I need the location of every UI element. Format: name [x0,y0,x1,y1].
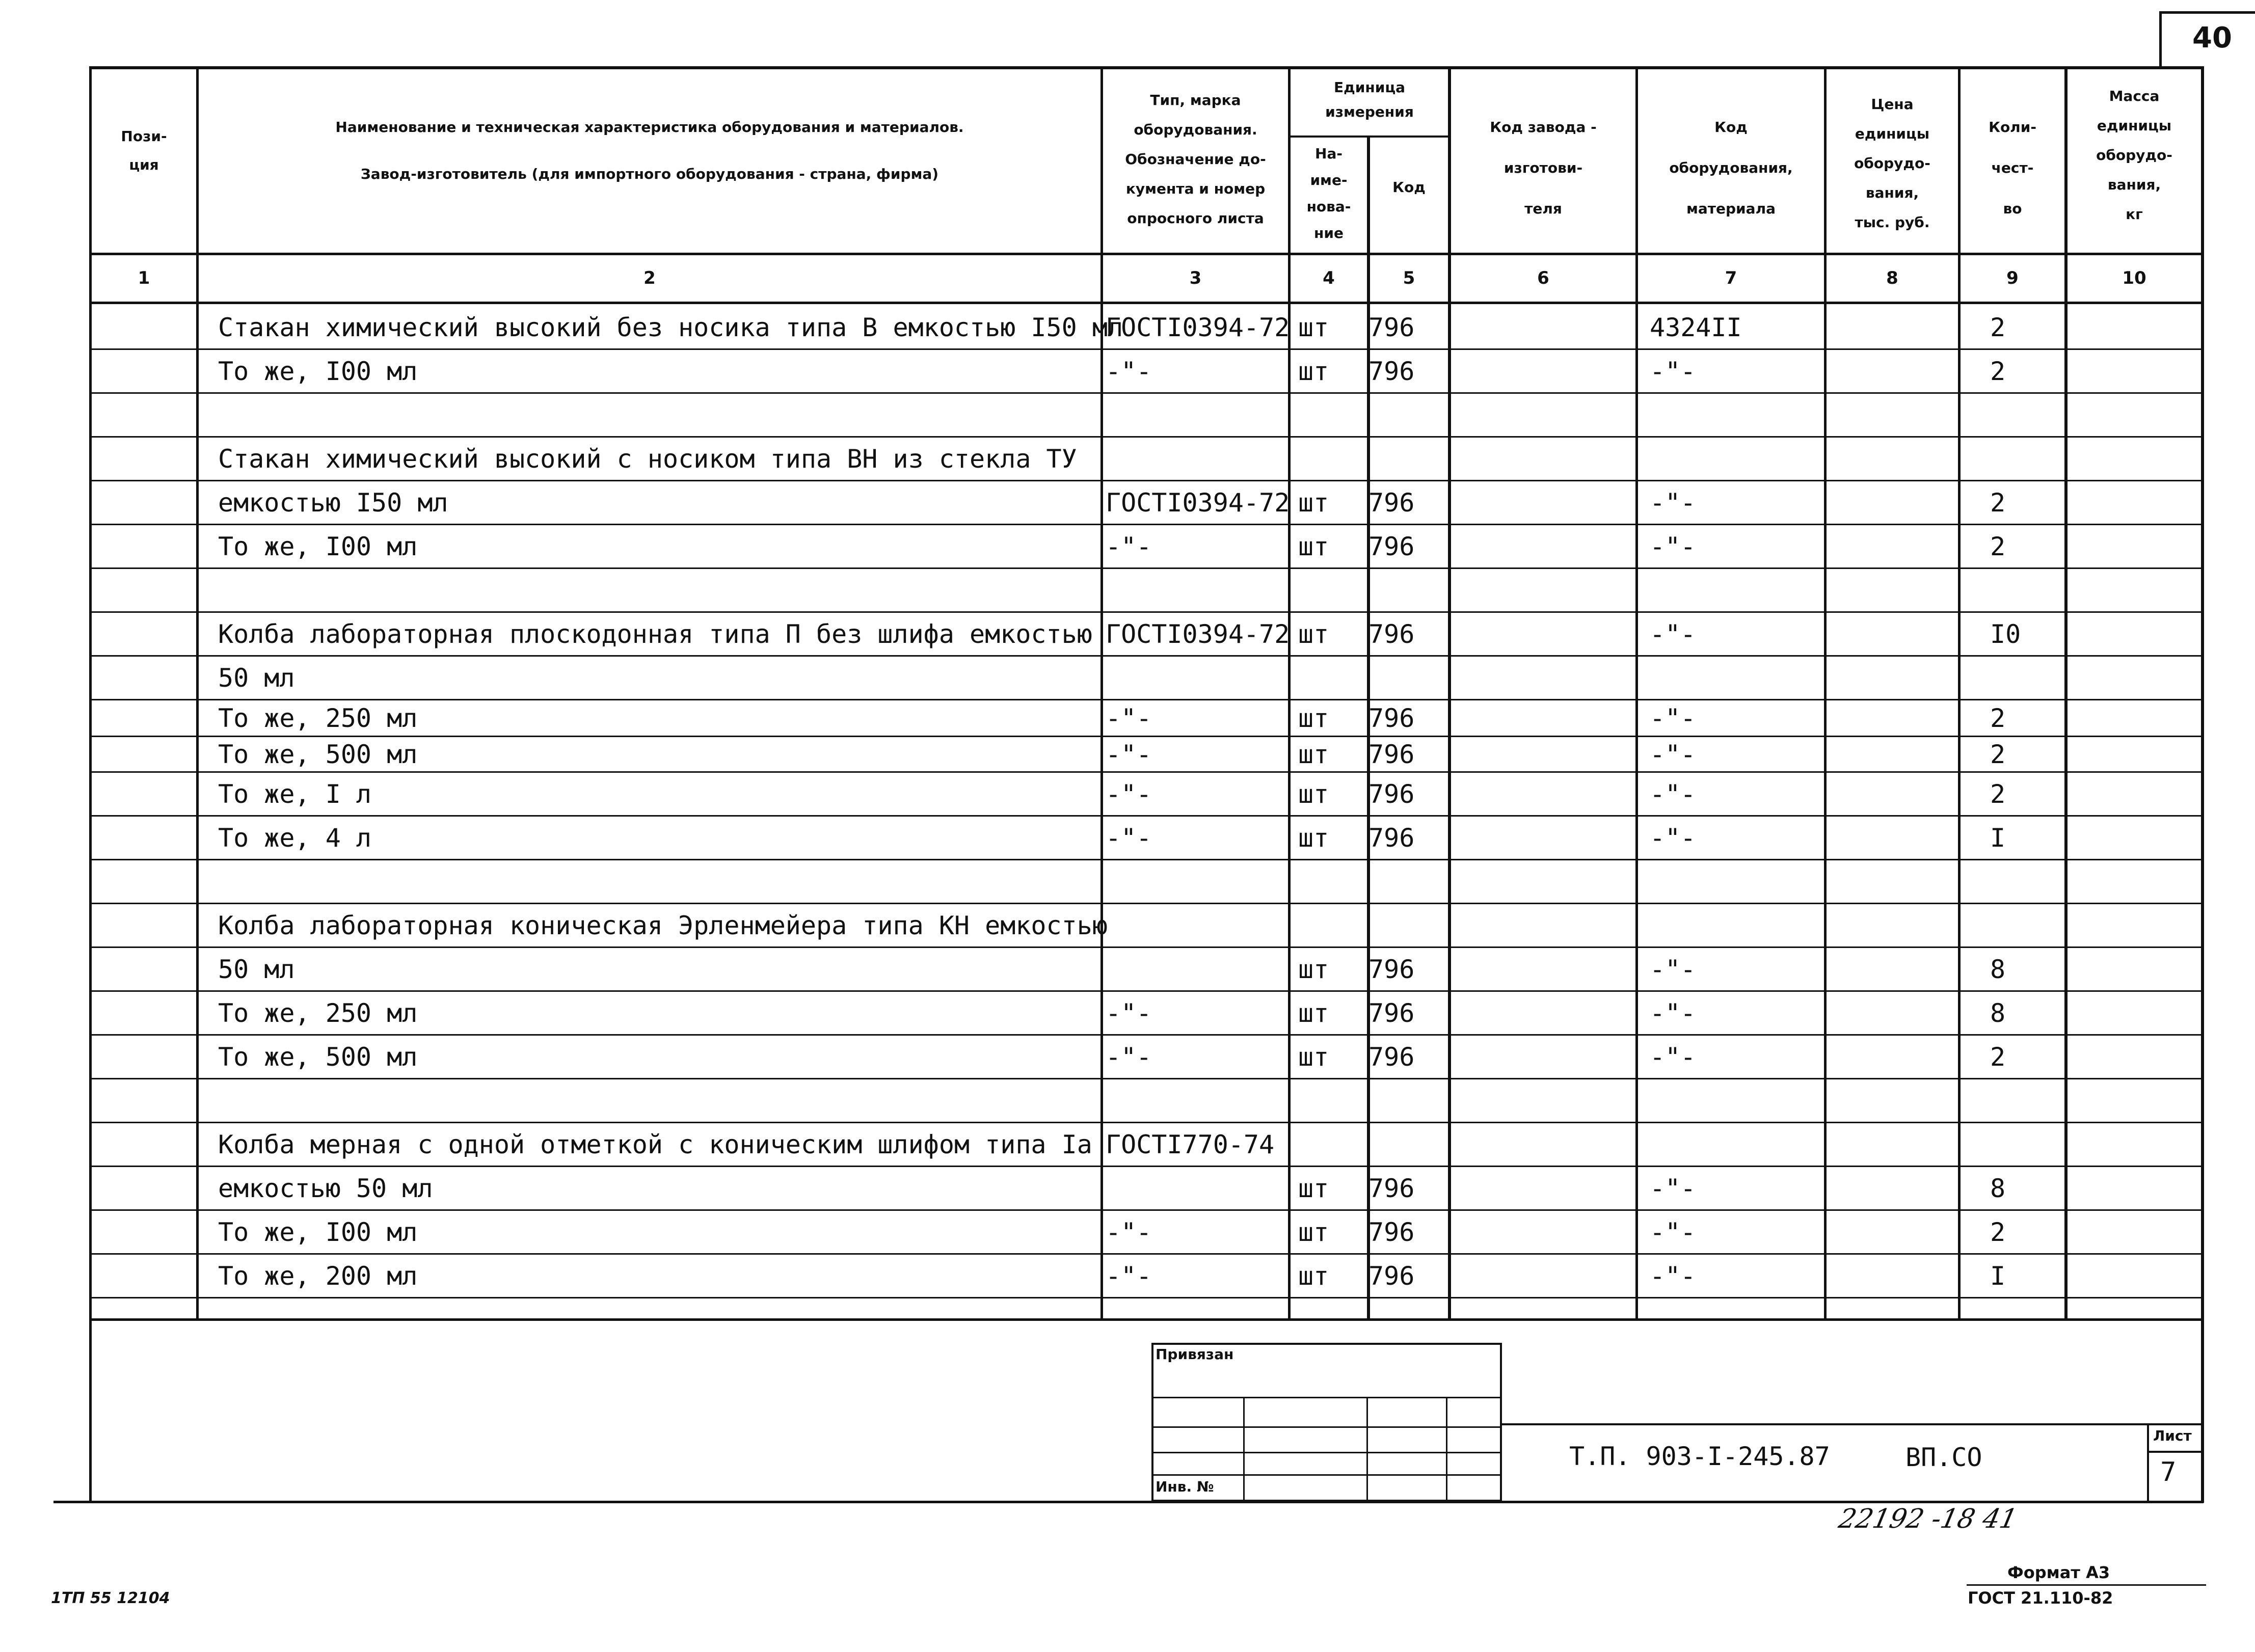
sheet-label: Лист [2153,1427,2192,1444]
quantity: 8 [1990,998,2006,1028]
equipment-code: -"- [1650,998,1696,1028]
table-row [0,860,2255,904]
unit-name: шт [1298,532,1329,561]
table-bottom-border [89,1318,2204,1321]
unit-code: 796 [1368,1261,1415,1291]
stamp-row-line-4 [1151,1474,1502,1476]
equipment-code: -"- [1650,740,1696,769]
header-unit-name: На- име- нова- ние [1306,145,1351,241]
unit-code: 796 [1368,1174,1415,1203]
document-designation: -"- [1106,998,1152,1028]
document-designation: -"- [1106,779,1152,809]
item-name: Колба лабораторная коническая Эрленмейера типа КН емкостью [218,911,1108,940]
table-row [0,612,2255,656]
unit-name: шт [1298,823,1329,853]
stamp-row-line-3 [1151,1452,1502,1453]
table-row [0,437,2255,481]
stamp-col-line-2 [1366,1397,1368,1502]
unit-code: 796 [1368,955,1415,984]
header-qty: Коли- чест- во [1989,119,2036,217]
quantity: 2 [1990,532,2006,561]
equipment-code: -"- [1650,955,1696,984]
unit-code: 796 [1368,488,1415,518]
stamp-col-line-3 [1446,1397,1447,1502]
unit-group-divider [1288,136,1451,138]
unit-code: 796 [1368,823,1415,853]
unit-code: 796 [1368,1217,1415,1247]
item-name: Колба мерная с одной отметкой с коническим шлифом типа Iа [218,1130,1092,1159]
item-name: То же, I00 мл [218,1217,418,1247]
document-designation: -"- [1106,1217,1152,1247]
unit-code: 796 [1368,998,1415,1028]
page-number-box-left [2159,11,2162,66]
unit-name: шт [1298,488,1329,518]
col-number-10: 10 [2122,268,2146,288]
equipment-code: -"- [1650,779,1696,809]
unit-name: шт [1298,955,1329,984]
document-designation: ГОСТI0394-72 [1106,488,1290,518]
table-top-border [89,66,2204,69]
item-name: 50 мл [218,663,295,693]
header-unit-code: Код [1392,179,1426,196]
table-row [0,1254,2255,1298]
equipment-code: -"- [1650,488,1696,518]
quantity: 2 [1990,703,2006,733]
handwritten-code: 22192 -18 41 [1836,1504,2020,1534]
quantity: 2 [1990,1217,2006,1247]
item-name: То же, I00 мл [218,357,418,386]
quantity: 8 [1990,955,2006,984]
document-designation: ГОСТI770-74 [1106,1130,1275,1159]
col-number-4: 4 [1323,268,1335,288]
document-designation: -"- [1106,703,1152,733]
table-row [0,947,2255,991]
unit-code: 796 [1368,619,1415,649]
footer-divider [1967,1584,2206,1586]
unit-name: шт [1298,779,1329,809]
col-number-1: 1 [138,268,150,288]
table-row [0,737,2255,772]
equipment-code: -"- [1650,1217,1696,1247]
equipment-code: -"- [1650,823,1696,853]
unit-code: 796 [1368,740,1415,769]
header-equipment-code: Код оборудования, материала [1669,119,1793,217]
item-name: Стакан химический высокий без носика типа В емкостью I50 мл [218,313,1123,342]
col-number-3: 3 [1189,268,1202,288]
header-name-line2: Завод-изготовитель (для импортного оборудования - страна, фирма) [360,166,939,182]
document-designation: -"- [1106,532,1152,561]
table-row [0,991,2255,1035]
document-designation: ГОСТI0394-72 [1106,313,1290,342]
item-name: То же, 250 мл [218,703,418,733]
quantity: I0 [1990,619,2021,649]
col-number-8: 8 [1886,268,1898,288]
unit-name: шт [1298,313,1329,342]
equipment-code: -"- [1650,357,1696,386]
document-designation: -"- [1106,823,1152,853]
table-row [0,306,2255,349]
footer-left-code: 1ТП 55 12104 [51,1589,170,1607]
table-row [0,1123,2255,1167]
equipment-code: -"- [1650,619,1696,649]
standard-label: ГОСТ 21.110-82 [1968,1588,2113,1608]
equipment-code: -"- [1650,1174,1696,1203]
table-row [0,525,2255,568]
header-factory-code: Код завода - изготови- теля [1490,119,1597,217]
stamp-row-line-2 [1151,1426,1502,1428]
item-name: Колба лабораторная плоскодонная типа П без шлифа емкостью [218,619,1092,649]
unit-name: шт [1298,740,1329,769]
item-name: 50 мл [218,955,295,984]
equipment-code: -"- [1650,1261,1696,1291]
document-designation: ГОСТI0394-72 [1106,619,1290,649]
table-row [0,568,2255,612]
unit-code: 796 [1368,532,1415,561]
stamp-row-line-1 [1151,1397,1502,1398]
attached-label: Привязан [1156,1346,1234,1363]
col-number-2: 2 [643,268,656,288]
item-name: То же, I00 мл [218,532,418,561]
quantity: 2 [1990,779,2006,809]
unit-name: шт [1298,703,1329,733]
unit-code: 796 [1368,357,1415,386]
item-name: То же, 4 л [218,823,372,853]
equipment-code: -"- [1650,1042,1696,1072]
table-row [0,349,2255,393]
unit-name: шт [1298,619,1329,649]
table-row [0,904,2255,947]
col-number-9: 9 [2006,268,2019,288]
col-number-7: 7 [1725,268,1737,288]
title-block-top-line [1502,1423,2201,1425]
document-designation: -"- [1106,357,1152,386]
equipment-code: -"- [1650,532,1696,561]
item-name: То же, I л [218,779,372,809]
quantity: 2 [1990,740,2006,769]
quantity: 8 [1990,1174,2006,1203]
sheet-number: 7 [2160,1457,2177,1487]
table-row [0,772,2255,816]
quantity: I [1990,1261,2006,1291]
document-code: ВП.СО [1905,1443,1982,1472]
item-name: емкостью 50 мл [218,1174,433,1203]
table-row [0,1035,2255,1079]
document-designation: -"- [1106,740,1152,769]
quantity: I [1990,823,2006,853]
stamp-col-line-1 [1243,1397,1245,1502]
item-name: То же, 500 мл [218,740,418,769]
page-number: 40 [2192,21,2232,55]
quantity: 2 [1990,357,2006,386]
header-unit-group: Единица измерения [1325,79,1414,120]
header-name-line1: Наименование и техническая характеристика оборудования и материалов. [335,119,964,136]
table-row [0,393,2255,437]
item-name: То же, 250 мл [218,998,418,1028]
format-label: Формат А3 [2007,1563,2110,1582]
table-row [0,481,2255,525]
table-row [0,656,2255,700]
table-row [0,1079,2255,1123]
quantity: 2 [1990,488,2006,518]
table-row [0,1298,2255,1318]
item-name: Стакан химический высокий с носиком типа ВН из стекла ТУ [218,444,1077,474]
item-name: То же, 500 мл [218,1042,418,1072]
header-mass: Масса единицы оборудо- вания, кг [2096,88,2172,223]
unit-name: шт [1298,1261,1329,1291]
project-number: Т.П. 903-I-245.87 [1569,1442,1830,1471]
item-name: То же, 200 мл [218,1261,418,1291]
sheet-box-divider [2147,1451,2203,1453]
unit-code: 796 [1368,779,1415,809]
header-type: Тип, марка оборудования. Обозначение до- кумента и номер опросного листа [1125,92,1266,227]
quantity: 2 [1990,1042,2006,1072]
table-row [0,700,2255,737]
page-number-box-top [2159,11,2255,14]
frame-bottom-border [53,1501,2204,1503]
unit-code: 796 [1368,703,1415,733]
table-row [0,1210,2255,1254]
col-number-6: 6 [1537,268,1549,288]
quantity: 2 [1990,313,2006,342]
document-designation: -"- [1106,1261,1152,1291]
document-designation: -"- [1106,1042,1152,1072]
equipment-code: -"- [1650,703,1696,733]
col-number-5: 5 [1403,268,1415,288]
table-row [0,816,2255,860]
unit-name: шт [1298,1217,1329,1247]
unit-name: шт [1298,998,1329,1028]
equipment-code: 4324II [1650,313,1742,342]
unit-code: 796 [1368,1042,1415,1072]
inventory-number-label: Инв. № [1156,1478,1214,1495]
header-position: Пози- ция [121,128,167,173]
item-name: емкостью I50 мл [218,488,448,518]
unit-code: 796 [1368,313,1415,342]
table-row [0,1167,2255,1210]
unit-name: шт [1298,357,1329,386]
unit-name: шт [1298,1174,1329,1203]
unit-name: шт [1298,1042,1329,1072]
header-price: Цена единицы оборудо- вания, тыс. руб. [1854,96,1930,231]
